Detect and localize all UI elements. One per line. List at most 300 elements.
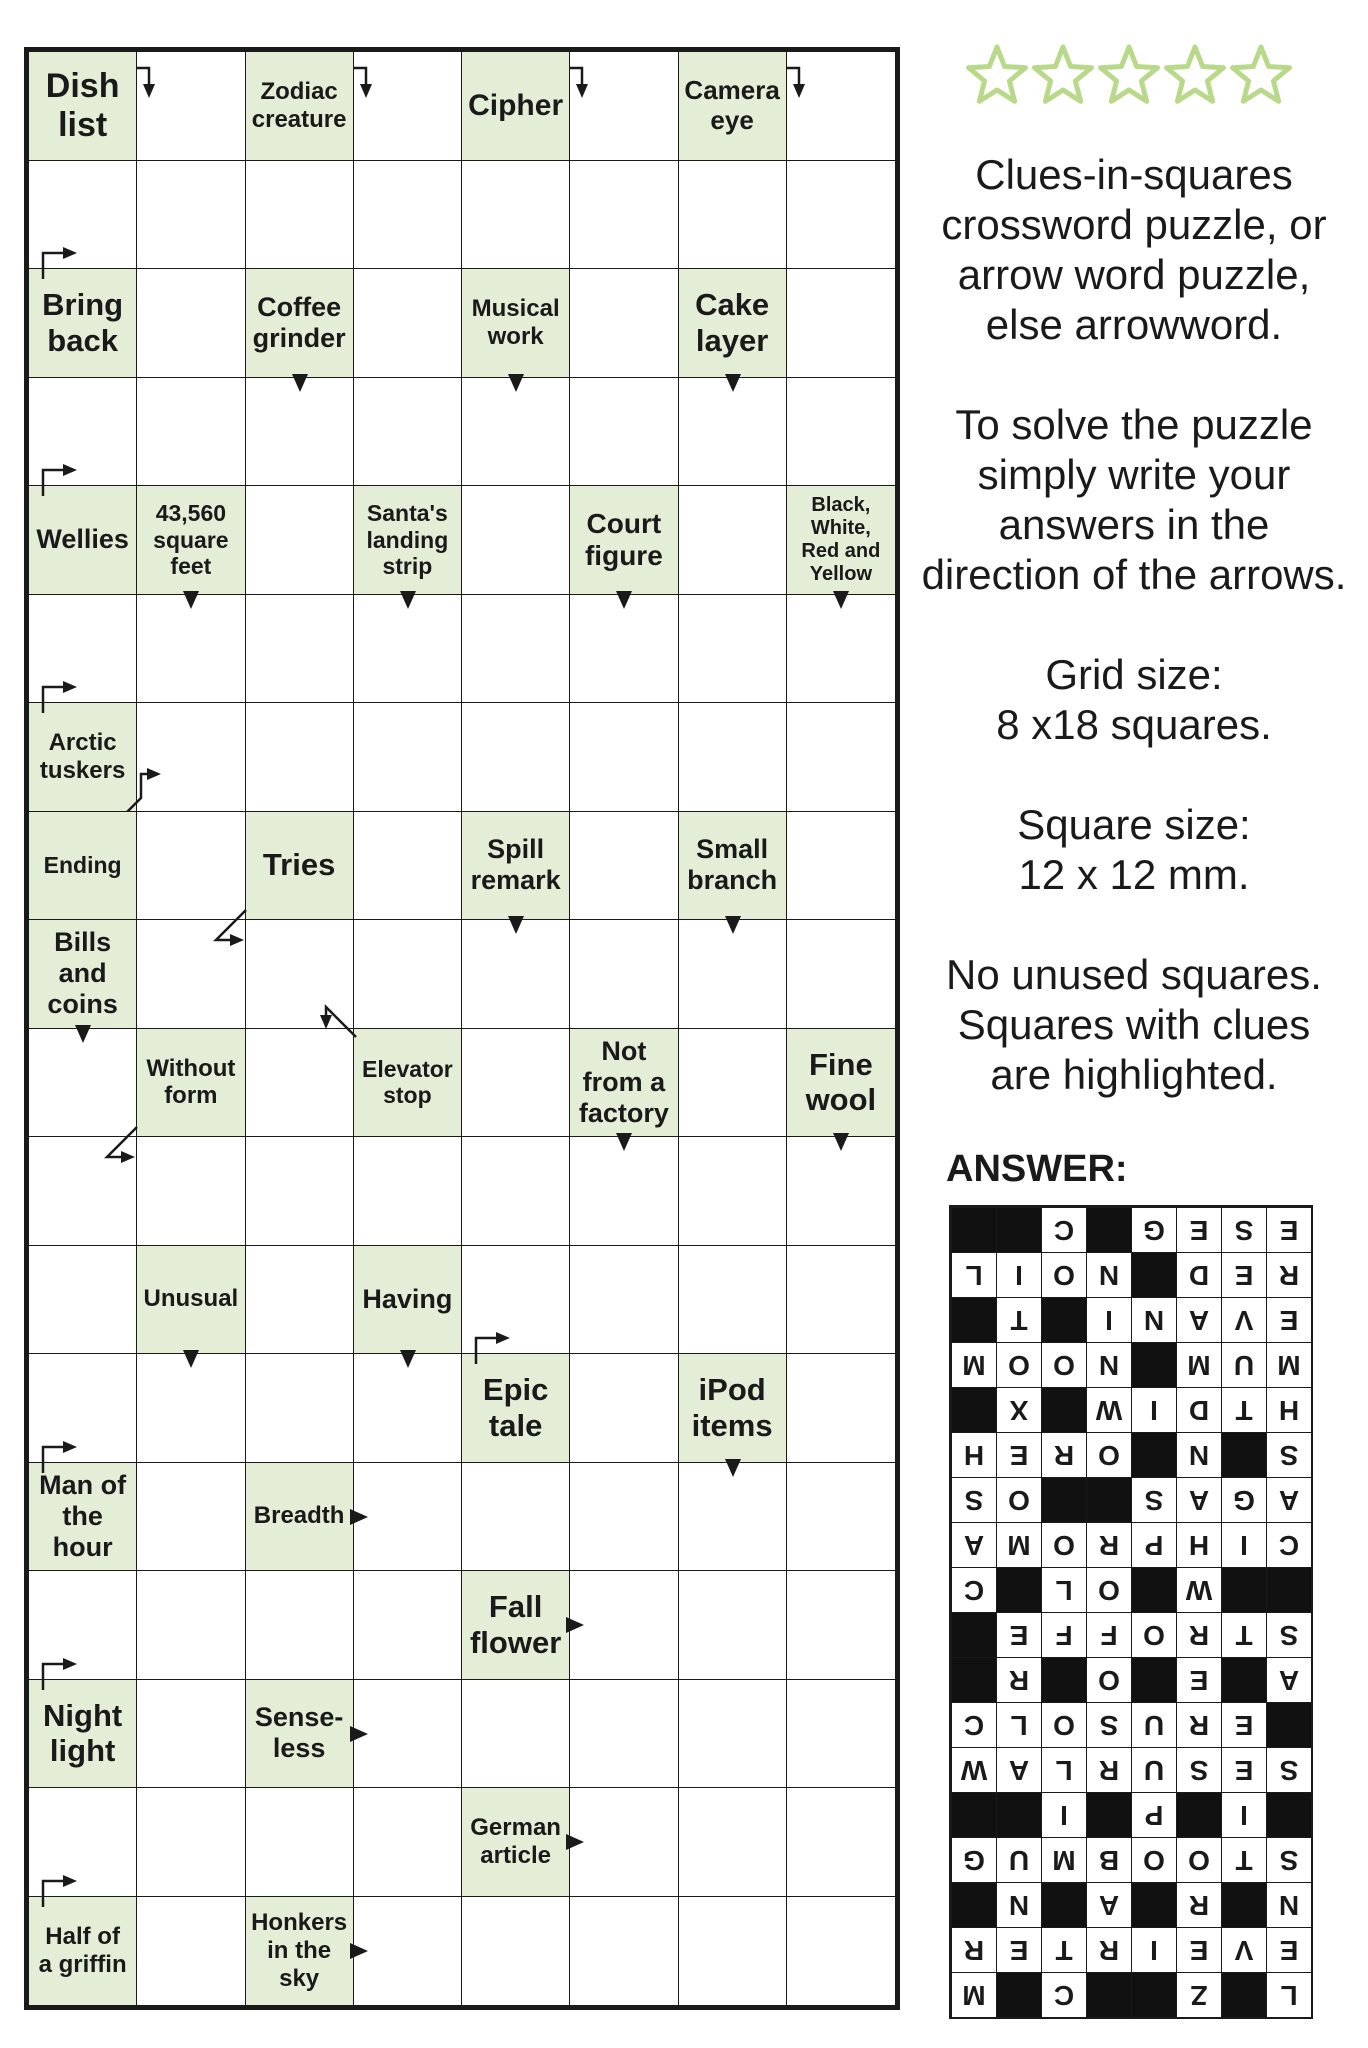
clue-night-light: [29, 1680, 137, 1789]
answer-square[interactable]: [354, 920, 462, 1029]
answer-square[interactable]: [679, 703, 787, 812]
answer-black-square: [951, 1612, 996, 1657]
answer-square[interactable]: [137, 269, 245, 378]
answer-square[interactable]: [679, 595, 787, 704]
answer-black-square: [1086, 1792, 1131, 1837]
up-then-right-arrow-icon: [41, 245, 81, 279]
answer-black-square: [1266, 1792, 1311, 1837]
answer-black-square: [996, 1207, 1041, 1252]
answer-black-square: [996, 1972, 1041, 2017]
answer-square[interactable]: [787, 703, 895, 812]
answer-letter: A: [996, 1747, 1041, 1792]
answer-letter: D: [1176, 1252, 1221, 1297]
answer-letter: E: [1176, 1207, 1221, 1252]
answer-black-square: [1221, 1882, 1266, 1927]
clue-text: iPod items: [691, 1372, 773, 1443]
answer-black-square: [1086, 1972, 1131, 2017]
clue-text: Small branch: [687, 834, 778, 896]
star-icon: [1035, 47, 1092, 101]
answer-letter: E: [996, 1432, 1041, 1477]
down-arrow-icon: [180, 1350, 202, 1372]
clue-text: Zodiac creature: [251, 78, 347, 133]
answer-letter: S: [1266, 1837, 1311, 1882]
answer-letter: E: [1266, 1207, 1311, 1252]
answer-square[interactable]: [462, 1463, 570, 1572]
down-arrow-icon: [613, 591, 635, 613]
answer-letter: R: [1176, 1882, 1221, 1927]
answer-square[interactable]: [679, 161, 787, 270]
crossword-grid: [24, 47, 900, 2010]
answer-square[interactable]: [570, 920, 678, 1029]
up-then-right-arrow-icon: [41, 1439, 81, 1473]
answer-square[interactable]: [570, 1463, 678, 1572]
answer-letter: O: [1086, 1432, 1131, 1477]
answer-letter: E: [1266, 1297, 1311, 1342]
answer-letter: E: [1221, 1702, 1266, 1747]
answer-black-square: [996, 1567, 1041, 1612]
answer-letter: U: [1131, 1747, 1176, 1792]
answer-square[interactable]: [462, 1029, 570, 1138]
puzzle-notes: No unused squares. Squares with clues are highlighted.: [946, 951, 1322, 1098]
answer-letter: N: [996, 1882, 1041, 1927]
answer-letter: R: [1041, 1432, 1086, 1477]
answer-square[interactable]: [137, 1680, 245, 1789]
answer-square[interactable]: [462, 486, 570, 595]
answer-letter: Z: [1176, 1972, 1221, 2017]
answer-letter: N: [1086, 1342, 1131, 1387]
answer-letter: R: [1086, 1747, 1131, 1792]
answer-letter: G: [951, 1837, 996, 1882]
answer-square[interactable]: [570, 378, 678, 487]
answer-square[interactable]: [679, 486, 787, 595]
clue-ending: [29, 812, 137, 921]
answer-letter: W: [1086, 1387, 1131, 1432]
answer-square[interactable]: [679, 1246, 787, 1355]
answer-square[interactable]: [246, 1137, 354, 1246]
answer-letter: M: [951, 1342, 996, 1387]
answer-letter: C: [1041, 1972, 1086, 2017]
answer-letter: R: [951, 1927, 996, 1972]
right-then-down-arrow-icon: [568, 66, 598, 100]
answer-grid: [949, 1205, 1313, 2019]
answer-letter: N: [1176, 1432, 1221, 1477]
answer-square[interactable]: [354, 269, 462, 378]
clue-coffee-grinder: [246, 269, 354, 378]
answer-black-square: [1131, 1432, 1176, 1477]
answer-black-square: [1221, 1432, 1266, 1477]
answer-square[interactable]: [570, 1897, 678, 2006]
down-arrow-icon: [830, 591, 852, 613]
answer-square[interactable]: [679, 1029, 787, 1138]
answer-letter: S: [1266, 1747, 1311, 1792]
up-then-right-arrow-icon: [474, 1330, 514, 1364]
answer-square[interactable]: [246, 161, 354, 270]
diagonal-up-right-arrow-icon: [125, 764, 165, 814]
clue-fall-flower: [462, 1571, 570, 1680]
answer-letter: I: [1221, 1792, 1266, 1837]
answer-letter: S: [1266, 1432, 1311, 1477]
down-arrow-icon: [397, 1350, 419, 1372]
answer-black-square: [996, 1792, 1041, 1837]
clue-text: Spill remark: [470, 834, 561, 896]
right-then-down-arrow-icon: [135, 66, 165, 100]
answer-letter: F: [1086, 1612, 1131, 1657]
clue-text: Not from a factory: [578, 1035, 669, 1128]
answer-square[interactable]: [354, 1137, 462, 1246]
answer-letter: C: [1266, 1522, 1311, 1567]
answer-square[interactable]: [570, 703, 678, 812]
answer-letter: U: [1221, 1342, 1266, 1387]
up-then-right-arrow-icon: [41, 1873, 81, 1907]
answer-letter: O: [1041, 1342, 1086, 1387]
clue-epic-tale: [462, 1354, 570, 1463]
answer-letter: L: [951, 1252, 996, 1297]
answer-square[interactable]: [570, 1680, 678, 1789]
answer-black-square: [1041, 1882, 1086, 1927]
answer-letter: W: [951, 1747, 996, 1792]
answer-square[interactable]: [137, 161, 245, 270]
answer-square[interactable]: [679, 1571, 787, 1680]
answer-title: ANSWER:: [946, 1148, 1128, 1190]
answer-letter: S: [951, 1477, 996, 1522]
down-arrow-icon: [722, 916, 744, 938]
answer-letter: C: [951, 1567, 996, 1612]
answer-letter: O: [1086, 1567, 1131, 1612]
answer-letter: S: [1176, 1747, 1221, 1792]
puzzle-instructions: To solve the puzzle simply write your answers in the direction of the arrows.: [921, 401, 1347, 598]
star-icon: [1233, 47, 1290, 101]
answer-letter: S: [1086, 1702, 1131, 1747]
answer-square[interactable]: [787, 1246, 895, 1355]
clue-text: Elevator stop: [361, 1055, 453, 1109]
down-arrow-icon: [505, 916, 527, 938]
answer-letter: A: [1176, 1477, 1221, 1522]
answer-square[interactable]: [246, 1246, 354, 1355]
answer-square[interactable]: [787, 1571, 895, 1680]
clue-spill-remark: [462, 812, 570, 921]
answer-square[interactable]: [570, 1354, 678, 1463]
answer-square[interactable]: [354, 1788, 462, 1897]
star-icon: [969, 47, 1026, 101]
answer-letter: O: [1131, 1612, 1176, 1657]
answer-letter: I: [996, 1252, 1041, 1297]
answer-letter: E: [996, 1927, 1041, 1972]
answer-letter: N: [1086, 1252, 1131, 1297]
answer-letter: L: [1041, 1567, 1086, 1612]
answer-letter: O: [1176, 1837, 1221, 1882]
answer-square[interactable]: [787, 1788, 895, 1897]
right-arrow-icon: [566, 1831, 588, 1853]
answer-square[interactable]: [787, 1680, 895, 1789]
clue-text: Dish list: [45, 66, 120, 144]
answer-black-square: [1086, 1207, 1131, 1252]
answer-black-square: [951, 1297, 996, 1342]
clue-black-white-red-yellow: [787, 486, 895, 595]
answer-letter: T: [1221, 1387, 1266, 1432]
answer-letter: A: [1086, 1882, 1131, 1927]
answer-letter: I: [1041, 1792, 1086, 1837]
grid-size-info: Grid size: 8 x18 squares.: [996, 651, 1272, 748]
answer-letter: L: [1266, 1972, 1311, 2017]
answer-letter: O: [1041, 1522, 1086, 1567]
answer-letter: E: [1221, 1252, 1266, 1297]
answer-square[interactable]: [679, 1680, 787, 1789]
answer-letter: X: [996, 1387, 1041, 1432]
answer-letter: E: [1176, 1657, 1221, 1702]
answer-square[interactable]: [462, 1897, 570, 2006]
answer-letter: T: [1221, 1837, 1266, 1882]
answer-letter: H: [1266, 1387, 1311, 1432]
clue-text: Epic tale: [482, 1372, 549, 1443]
answer-letter: C: [1041, 1207, 1086, 1252]
answer-square[interactable]: [354, 161, 462, 270]
clue-text: Without form: [146, 1054, 236, 1110]
right-arrow-icon: [566, 1614, 588, 1636]
answer-letter: I: [1131, 1387, 1176, 1432]
answer-square[interactable]: [137, 812, 245, 921]
answer-square[interactable]: [137, 1788, 245, 1897]
answer-square[interactable]: [246, 1788, 354, 1897]
answer-square[interactable]: [570, 1246, 678, 1355]
diagonal-down-arrow-icon: [314, 993, 358, 1039]
answer-square[interactable]: [354, 378, 462, 487]
answer-square[interactable]: [354, 1571, 462, 1680]
clue-text: Man of the hour: [39, 1469, 127, 1562]
clue-text: Breadth: [253, 1502, 345, 1530]
answer-letter: B: [1086, 1837, 1131, 1882]
clue-musical-work: [462, 269, 570, 378]
answer-square[interactable]: [246, 486, 354, 595]
answer-letter: R: [1086, 1927, 1131, 1972]
answer-square[interactable]: [787, 269, 895, 378]
answer-letter: U: [1131, 1702, 1176, 1747]
star-icon: [1101, 47, 1158, 101]
clue-dish-list: [29, 52, 137, 161]
diagonal-down-right-arrow-icon: [206, 908, 250, 958]
answer-letter: O: [1041, 1252, 1086, 1297]
answer-letter: U: [996, 1837, 1041, 1882]
answer-square[interactable]: [679, 1788, 787, 1897]
answer-letter: I: [1221, 1522, 1266, 1567]
clue-camera-eye: [679, 52, 787, 161]
puzzle-description: Clues-in-squares crossword puzzle, or arrow word puzzle, else arrowword.: [941, 151, 1327, 348]
answer-letter: M: [996, 1522, 1041, 1567]
answer-black-square: [1131, 1567, 1176, 1612]
answer-black-square: [1041, 1387, 1086, 1432]
clue-fine-wool: [787, 1029, 895, 1138]
clue-text: Bring back: [42, 287, 124, 358]
answer-black-square: [951, 1882, 996, 1927]
clue-not-from-a-factory: [570, 1029, 678, 1138]
up-then-right-arrow-icon: [41, 462, 81, 496]
answer-letter: P: [1131, 1792, 1176, 1837]
clue-text: Wellies: [36, 524, 129, 555]
answer-square[interactable]: [29, 1246, 137, 1355]
answer-square[interactable]: [246, 1354, 354, 1463]
square-size-info: Square size: 12 x 12 mm.: [1017, 801, 1251, 898]
answer-black-square: [1221, 1972, 1266, 2017]
answer-square[interactable]: [462, 595, 570, 704]
answer-letter: G: [1221, 1477, 1266, 1522]
answer-square[interactable]: [137, 1897, 245, 2006]
answer-black-square: [1176, 1792, 1221, 1837]
clue-text: Fine wool: [805, 1046, 877, 1118]
answer-square[interactable]: [570, 161, 678, 270]
answer-square[interactable]: [462, 703, 570, 812]
answer-square[interactable]: [787, 378, 895, 487]
answer-square[interactable]: [354, 703, 462, 812]
clue-text: Bills and coins: [47, 927, 118, 1020]
clue-text: Ending: [43, 852, 122, 879]
clue-cipher: [462, 52, 570, 161]
answer-square[interactable]: [787, 1354, 895, 1463]
clue-half-of-a-griffin: [29, 1897, 137, 2006]
answer-black-square: [1221, 1657, 1266, 1702]
clue-text: Unusual: [143, 1285, 239, 1313]
answer-square[interactable]: [787, 1463, 895, 1572]
answer-square[interactable]: [787, 161, 895, 270]
clue-text: Arctic tuskers: [39, 729, 126, 784]
answer-square[interactable]: [462, 1137, 570, 1246]
clue-text: Tries: [262, 847, 336, 883]
answer-letter: G: [1131, 1207, 1176, 1252]
clue-text: Coffee grinder: [252, 291, 346, 353]
answer-letter: C: [951, 1702, 996, 1747]
answer-letter: V: [1221, 1297, 1266, 1342]
answer-black-square: [1131, 1342, 1176, 1387]
clue-court-figure: [570, 486, 678, 595]
right-arrow-icon: [350, 1940, 372, 1962]
star-icon: [1167, 47, 1224, 101]
answer-letter: A: [1266, 1477, 1311, 1522]
down-arrow-icon: [505, 374, 527, 396]
answer-letter: O: [1041, 1702, 1086, 1747]
down-arrow-icon: [397, 591, 419, 613]
answer-square[interactable]: [137, 1463, 245, 1572]
answer-letter: N: [1266, 1882, 1311, 1927]
answer-letter: L: [1041, 1747, 1086, 1792]
answer-letter: S: [1221, 1207, 1266, 1252]
answer-letter: R: [1176, 1702, 1221, 1747]
answer-black-square: [951, 1207, 996, 1252]
answer-letter: H: [1176, 1522, 1221, 1567]
answer-letter: P: [1131, 1522, 1176, 1567]
answer-black-square: [1131, 1657, 1176, 1702]
answer-square[interactable]: [137, 1571, 245, 1680]
answer-square[interactable]: [570, 812, 678, 921]
down-arrow-icon: [289, 374, 311, 396]
answer-black-square: [1221, 1567, 1266, 1612]
down-arrow-icon: [830, 1133, 852, 1155]
answer-letter: E: [1221, 1747, 1266, 1792]
answer-black-square: [1041, 1297, 1086, 1342]
down-arrow-icon: [180, 591, 202, 613]
answer-square[interactable]: [137, 378, 245, 487]
clue-text: Black, White, Red and Yellow: [801, 493, 881, 585]
clue-text: Court figure: [584, 507, 663, 571]
answer-black-square: [1041, 1477, 1086, 1522]
answer-letter: I: [1131, 1927, 1176, 1972]
answer-letter: L: [996, 1702, 1041, 1747]
answer-square[interactable]: [787, 812, 895, 921]
diagonal-down-right-arrow-icon: [97, 1125, 141, 1175]
clue-cake-layer: [679, 269, 787, 378]
down-arrow-icon: [722, 1459, 744, 1481]
answer-square[interactable]: [246, 1571, 354, 1680]
clue-honkers-in-the-sky: [246, 1897, 354, 2006]
clue-arctic-tuskers: [29, 703, 137, 812]
answer-letter: I: [1086, 1297, 1131, 1342]
clue-santas-landing-strip: [354, 486, 462, 595]
difficulty-rating: [965, 40, 1295, 110]
clue-text: Having: [362, 1283, 453, 1314]
answer-square[interactable]: [462, 1680, 570, 1789]
answer-black-square: [1041, 1657, 1086, 1702]
answer-square[interactable]: [462, 161, 570, 270]
answer-square[interactable]: [570, 269, 678, 378]
clue-german-article: [462, 1788, 570, 1897]
clue-text: Half of a griffin: [38, 1923, 127, 1978]
clue-text: 43,560 square feet: [153, 500, 229, 579]
clue-bring-back: [29, 269, 137, 378]
clue-bills-and-coins: [29, 920, 137, 1029]
answer-letter: T: [1041, 1927, 1086, 1972]
right-arrow-icon: [350, 1506, 372, 1528]
answer-square[interactable]: [679, 1897, 787, 2006]
up-then-right-arrow-icon: [41, 679, 81, 713]
clue-elevator-stop: [354, 1029, 462, 1138]
answer-letter: W: [1176, 1567, 1221, 1612]
up-then-right-arrow-icon: [41, 1656, 81, 1690]
answer-square[interactable]: [679, 1137, 787, 1246]
answer-letter: E: [996, 1612, 1041, 1657]
answer-square[interactable]: [246, 595, 354, 704]
clue-text: Honkers in the sky: [251, 1909, 348, 1992]
answer-square[interactable]: [787, 1897, 895, 2006]
clue-zodiac-creature: [246, 52, 354, 161]
answer-letter: A: [1266, 1657, 1311, 1702]
clue-breadth: [246, 1463, 354, 1572]
answer-letter: S: [1131, 1477, 1176, 1522]
clue-text: Cipher: [468, 88, 564, 122]
answer-letter: O: [1131, 1837, 1176, 1882]
answer-square[interactable]: [787, 920, 895, 1029]
answer-square[interactable]: [137, 1137, 245, 1246]
answer-letter: E: [1266, 1927, 1311, 1972]
clue-having: [354, 1246, 462, 1355]
answer-letter: S: [1266, 1612, 1311, 1657]
answer-square[interactable]: [246, 703, 354, 812]
answer-square[interactable]: [354, 812, 462, 921]
down-arrow-icon: [72, 1025, 94, 1047]
answer-letter: N: [1131, 1297, 1176, 1342]
answer-letter: R: [1266, 1252, 1311, 1297]
answer-letter: R: [996, 1657, 1041, 1702]
clue-without-form: [137, 1029, 245, 1138]
answer-square[interactable]: [246, 1029, 354, 1138]
answer-letter: E: [1176, 1927, 1221, 1972]
right-arrow-icon: [350, 1723, 372, 1745]
answer-letter: M: [951, 1972, 996, 2017]
clue-text: Fall flower: [469, 1589, 562, 1660]
answer-letter: A: [1176, 1297, 1221, 1342]
answer-black-square: [1131, 1882, 1176, 1927]
clue-text: Camera eye: [684, 74, 780, 135]
right-then-down-arrow-icon: [785, 66, 815, 100]
answer-letter: O: [1086, 1657, 1131, 1702]
clue-man-of-the-hour: [29, 1463, 137, 1572]
clue-text: Cake layer: [695, 287, 770, 358]
